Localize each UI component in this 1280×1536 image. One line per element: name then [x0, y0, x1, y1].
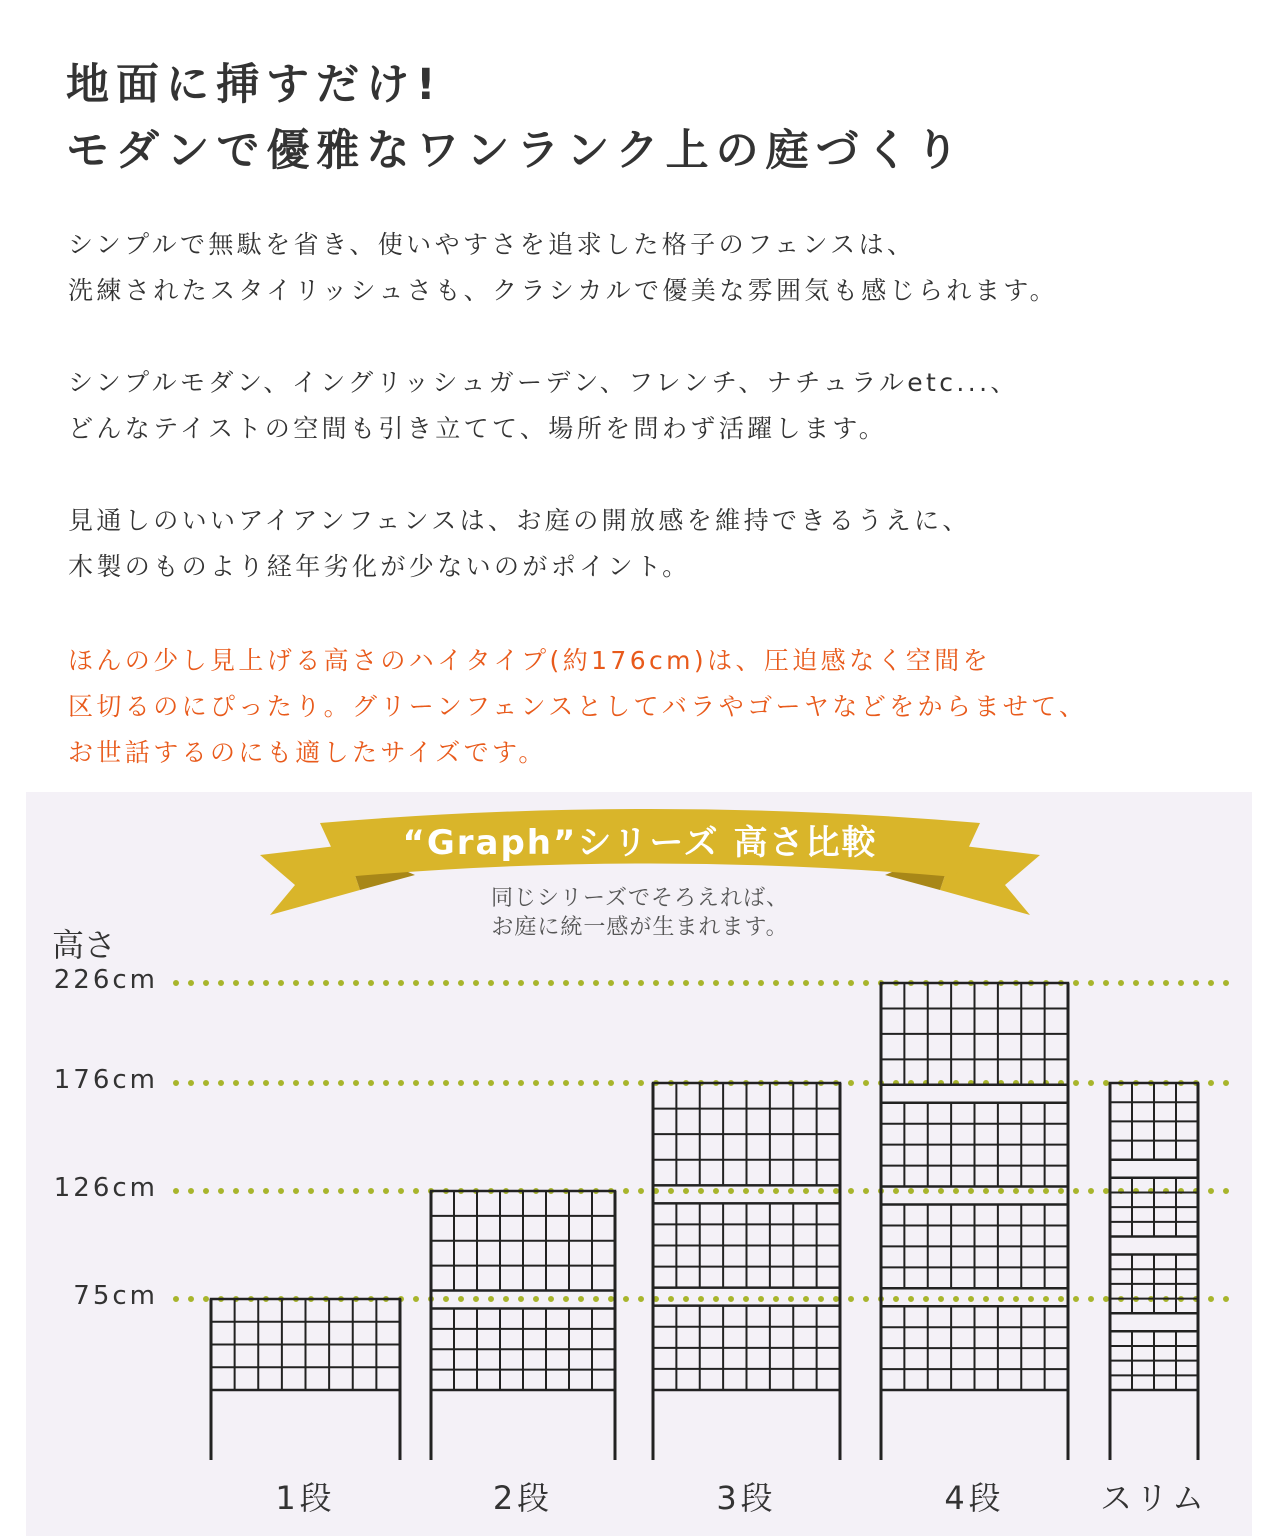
y-tick-label: 126cm: [53, 1173, 158, 1203]
paragraph-line: 区切るのにぴったり。グリーンフェンスとしてバラやゴーヤなどをからませて、: [68, 692, 1088, 721]
category-label: 4段: [944, 1479, 1005, 1517]
category-label: 1段: [275, 1479, 336, 1517]
category-label: 2段: [492, 1479, 554, 1517]
y-tick-label: 226cm: [53, 965, 158, 995]
paragraph-line: 木製のものより経年劣化が少ないのがポイント。: [68, 552, 691, 581]
paragraph-line: 見通しのいいアイアンフェンスは、お庭の開放感を維持できるうえに、: [68, 506, 971, 535]
headline-line-2: モダンで優雅なワンランク上の庭づくり: [66, 126, 966, 176]
y-axis-label: 高さ: [52, 926, 117, 964]
ribbon-subtitle-line: お庭に統一感が生まれます。: [491, 915, 789, 940]
paragraph-line: お世話するのにも適したサイズです。: [68, 738, 547, 767]
paragraph-line: どんなテイストの空間も引き立てて、場所を問わず活躍します。: [68, 414, 888, 443]
y-tick-label: 75cm: [73, 1281, 158, 1311]
headline-line-1: 地面に挿すだけ!: [66, 60, 443, 110]
paragraph-line: 洗練されたスタイリッシュさも、クラシカルで優美な雰囲気も感じられます。: [68, 276, 1059, 305]
paragraph-line: シンプルモダン、イングリッシュガーデン、フレンチ、ナチュラルetc...、: [68, 368, 1019, 397]
category-label: スリム: [1099, 1479, 1208, 1517]
category-label: 3段: [716, 1479, 777, 1517]
ribbon-title: “Graph”シリーズ 高さ比較: [402, 823, 878, 863]
paragraph-line: ほんの少し見上げる高さのハイタイプ(約176cm)は、圧迫感なく空間を: [68, 646, 992, 675]
paragraph-line: シンプルで無駄を省き、使いやすさを追求した格子のフェンスは、: [68, 230, 916, 259]
ribbon-subtitle-line: 同じシリーズでそろえれば、: [491, 886, 789, 911]
y-tick-label: 176cm: [53, 1065, 158, 1095]
